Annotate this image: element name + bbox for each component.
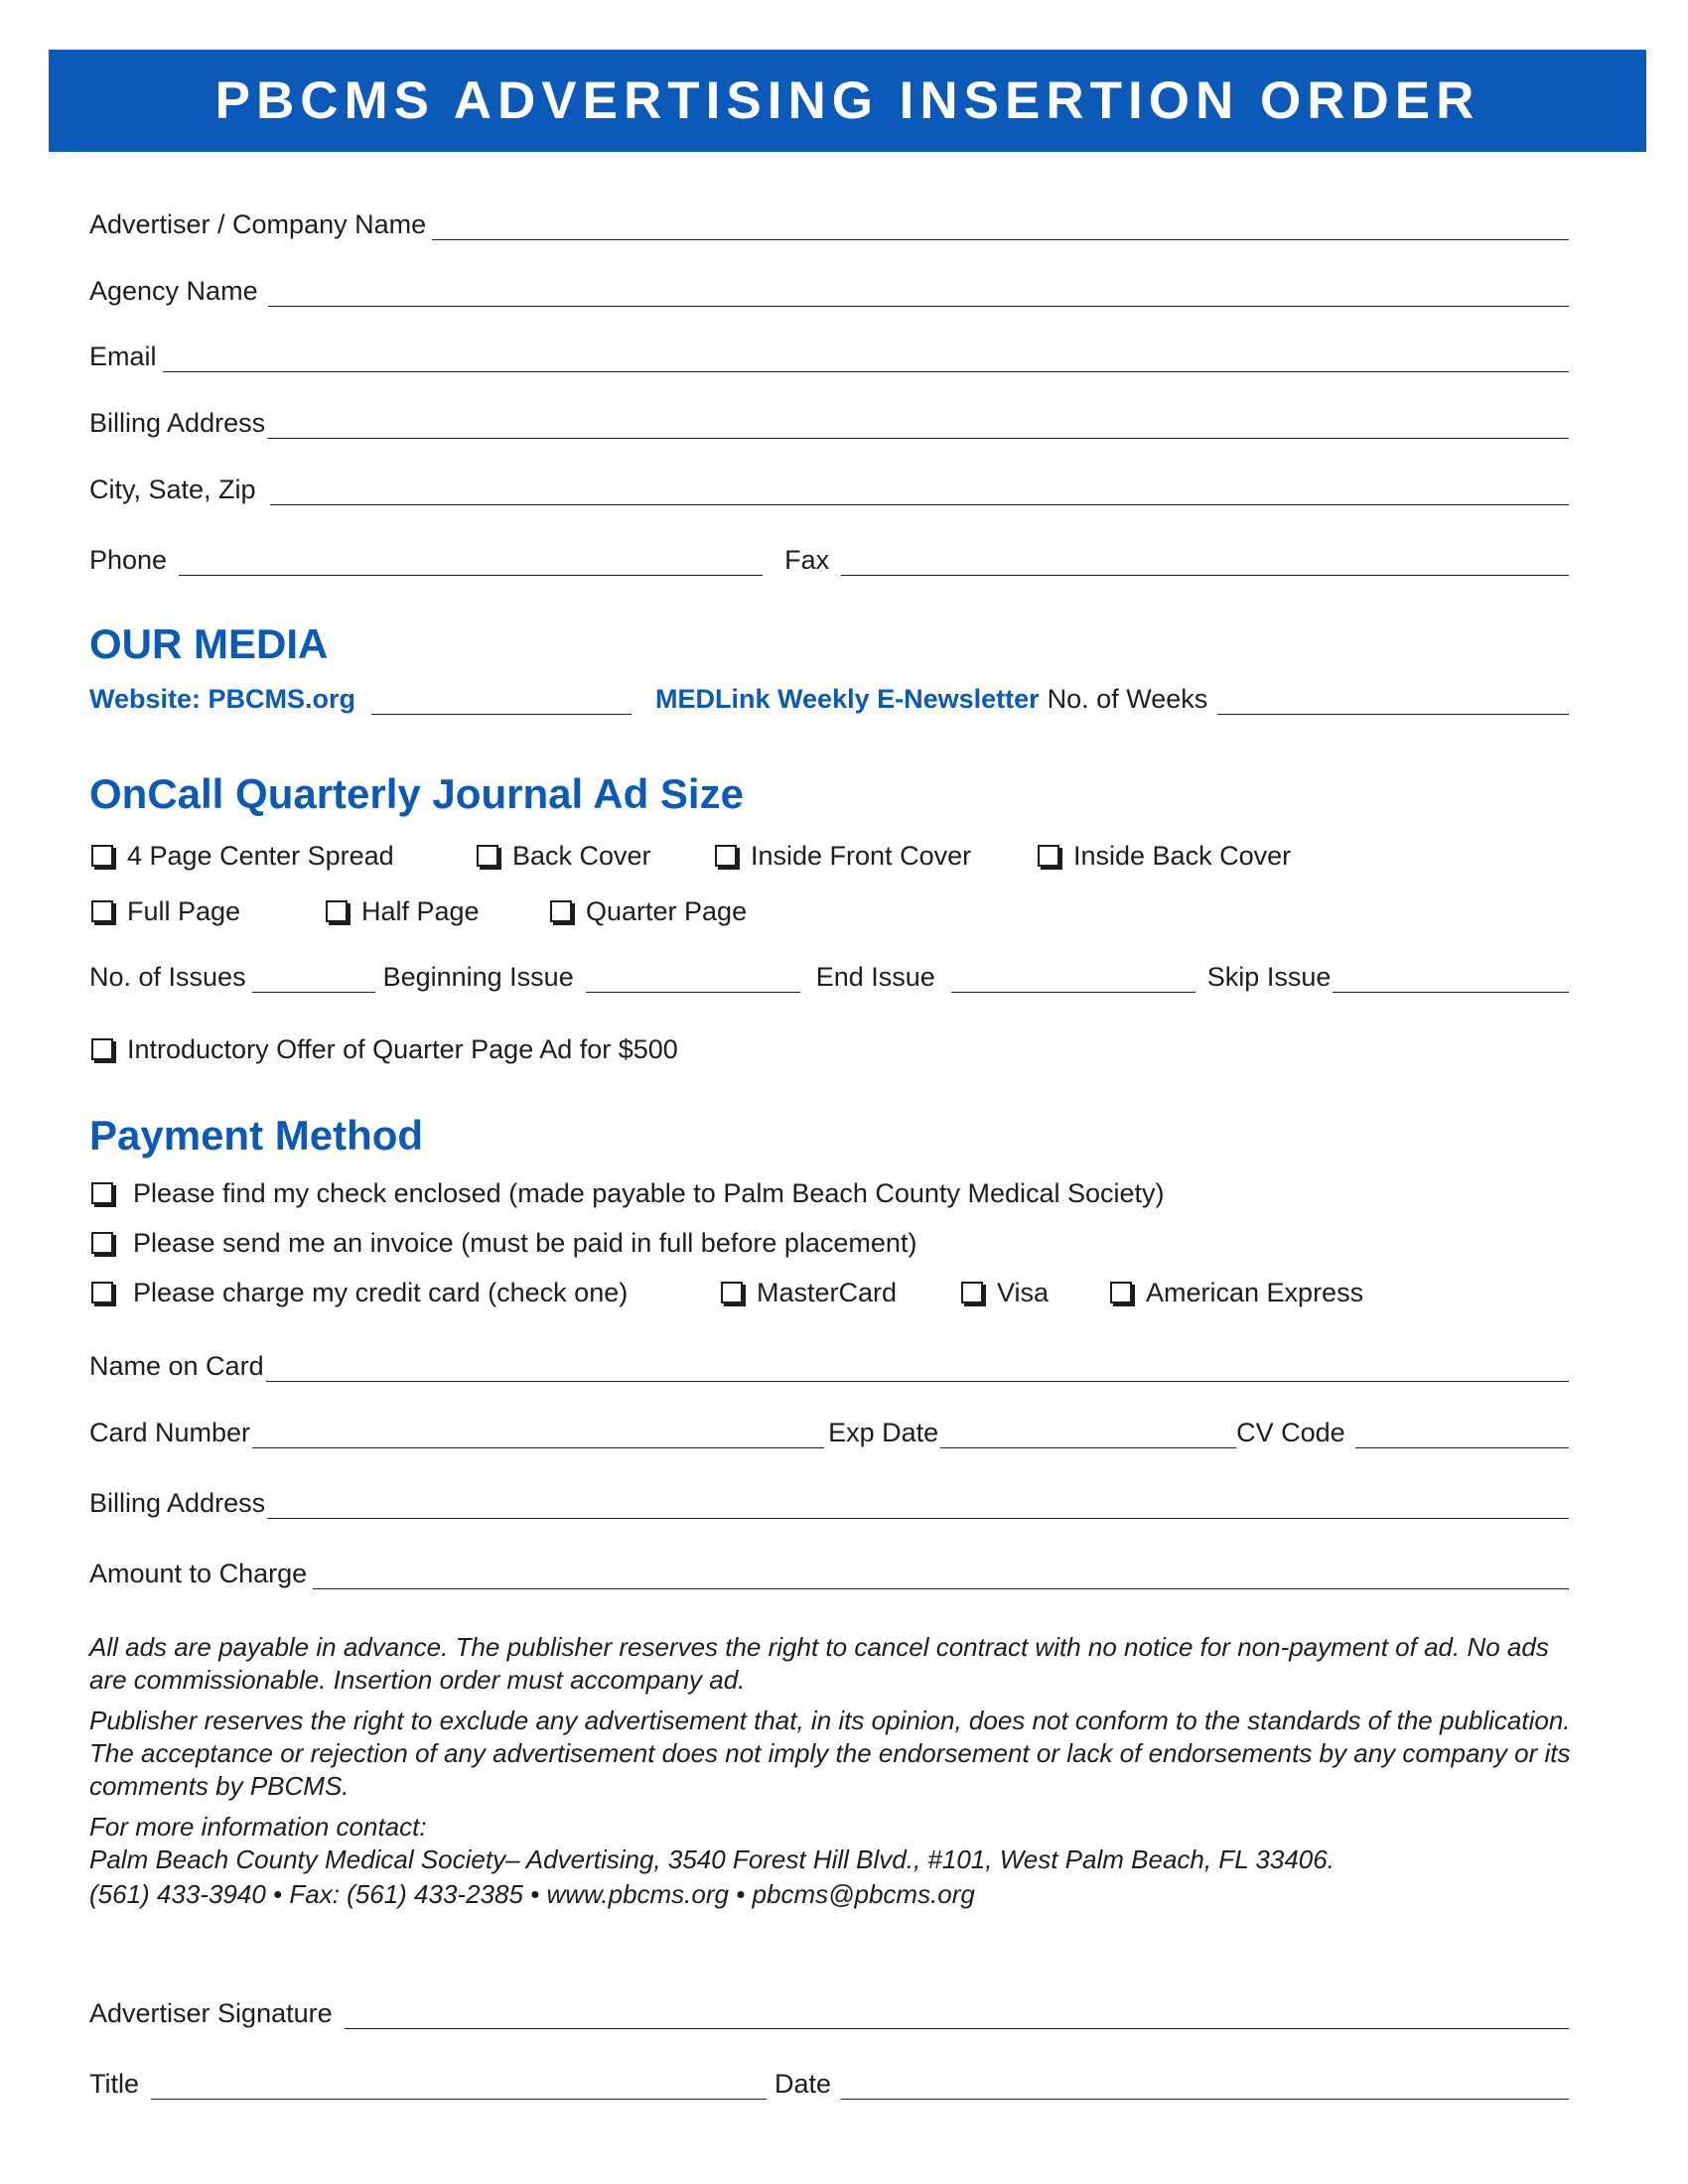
exp-date-field[interactable]: [940, 1422, 1236, 1448]
payment-billing-field[interactable]: [267, 1492, 1569, 1519]
issues-row: [89, 961, 1569, 993]
option-label: American Express: [1146, 1278, 1364, 1307]
checkbox[interactable]: [326, 900, 348, 922]
phone-field[interactable]: [179, 549, 763, 576]
fax-label: Fax: [784, 545, 830, 575]
option-label: Quarter Page: [586, 896, 748, 926]
checkbox[interactable]: [91, 1038, 113, 1060]
agency-field[interactable]: [268, 280, 1569, 307]
contact-heading: For more information contact:: [89, 1812, 427, 1842]
fax-field[interactable]: [841, 549, 1569, 576]
email-field[interactable]: [163, 345, 1569, 372]
terms-paragraph: All ads are payable in advance. The publisher reserves the right to cancel contract with no notice for non-payment of ad. No ads are commissionable. Insertion order must accompany ad.: [89, 1632, 1549, 1695]
journal-heading: OnCall Quarterly Journal Ad Size: [89, 770, 744, 817]
website-field[interactable]: [371, 688, 632, 715]
payment-credit[interactable]: [91, 1277, 628, 1308]
company-row: [89, 208, 1569, 240]
issues-label: No. of Issues: [89, 962, 246, 992]
option-label: Inside Front Cover: [751, 841, 972, 871]
card-number-label: Card Number: [89, 1418, 251, 1447]
phone-label: Phone: [89, 545, 168, 575]
checkbox[interactable]: [91, 900, 113, 922]
title-banner: [49, 50, 1646, 152]
option-label: MasterCard: [757, 1278, 898, 1307]
payment-billing-label: Billing Address: [89, 1488, 266, 1518]
skip-field[interactable]: [1333, 966, 1569, 993]
card-mastercard[interactable]: [721, 1277, 897, 1308]
weeks-field[interactable]: [1217, 688, 1569, 715]
cv-code-field[interactable]: [1355, 1422, 1569, 1448]
title-label: Title: [89, 2069, 140, 2099]
option-label: Inside Back Cover: [1073, 841, 1292, 871]
company-label: Advertiser / Company Name: [89, 209, 427, 239]
checkbox[interactable]: [1038, 845, 1059, 867]
option-label: Half Page: [361, 896, 480, 926]
cv-code-label: CV Code: [1236, 1418, 1345, 1447]
card-visa[interactable]: [961, 1277, 1049, 1308]
option-quarter-page[interactable]: [550, 895, 747, 927]
option-center-spread[interactable]: [91, 840, 394, 872]
begin-field[interactable]: [586, 966, 800, 993]
option-intro-offer[interactable]: [91, 1033, 678, 1065]
option-full-page[interactable]: [91, 895, 240, 927]
amount-field[interactable]: [313, 1563, 1569, 1589]
billing-row: [89, 407, 1569, 439]
checkbox[interactable]: [550, 900, 572, 922]
option-label: Please charge my credit card (check one): [133, 1278, 629, 1307]
option-label: Back Cover: [512, 841, 651, 871]
email-label: Email: [89, 341, 157, 371]
option-back-cover[interactable]: [477, 840, 651, 872]
checkbox[interactable]: [961, 1282, 983, 1303]
option-label: Introductory Offer of Quarter Page Ad for $500: [127, 1034, 678, 1064]
checkbox[interactable]: [91, 1182, 113, 1204]
skip-label: Skip Issue: [1206, 962, 1332, 992]
checkbox[interactable]: [91, 845, 113, 867]
option-label: Full Page: [127, 896, 241, 926]
agency-row: [89, 275, 1569, 307]
date-label: Date: [774, 2069, 832, 2099]
email-row: [89, 341, 1569, 372]
city-label: City, Sate, Zip: [89, 475, 256, 504]
date-field[interactable]: [841, 2073, 1569, 2100]
payment-billing-row: [89, 1487, 1569, 1519]
name-on-card-label: Name on Card: [89, 1351, 264, 1381]
option-label: 4 Page Center Spread: [127, 841, 394, 871]
exp-date-label: Exp Date: [828, 1418, 939, 1447]
agency-label: Agency Name: [89, 276, 258, 306]
weeks-label: No. of Weeks: [1047, 684, 1208, 714]
amount-row: [89, 1558, 1569, 1589]
title-field[interactable]: [151, 2073, 767, 2100]
option-inside-front-cover[interactable]: [715, 840, 971, 872]
signature-field[interactable]: [345, 2002, 1569, 2029]
option-label: Please send me an invoice (must be paid in full before placement): [133, 1228, 917, 1258]
option-label: Please find my check enclosed (made payable to Palm Beach County Medical Society): [133, 1178, 1165, 1208]
checkbox[interactable]: [91, 1282, 113, 1303]
company-field[interactable]: [432, 213, 1569, 240]
city-row: [89, 474, 1569, 505]
checkbox[interactable]: [477, 845, 498, 867]
payment-check[interactable]: [91, 1177, 1165, 1209]
signature-row: [89, 1997, 1569, 2029]
website-label: Website: PBCMS.org: [89, 684, 356, 714]
checkbox[interactable]: [1110, 1282, 1132, 1303]
payment-invoice[interactable]: [91, 1227, 916, 1259]
checkbox[interactable]: [715, 845, 737, 867]
signature-label: Advertiser Signature: [89, 1998, 333, 2028]
phone-fax-row: [89, 544, 1569, 576]
amount-label: Amount to Charge: [89, 1559, 308, 1588]
card-amex[interactable]: [1110, 1277, 1363, 1308]
end-label: End Issue: [815, 962, 935, 992]
city-field[interactable]: [270, 478, 1569, 505]
terms-paragraph: Publisher reserves the right to exclude any advertisement that, in its opinion, does not conform to the standards of the publication. The acceptance or rejection of any advertisement does not imply the endorsement or lack of endorsements by any company or its comments by PBCMS.: [89, 1706, 1571, 1801]
card-number-field[interactable]: [252, 1422, 824, 1448]
end-field[interactable]: [951, 966, 1196, 993]
name-on-card-row: [89, 1350, 1569, 1382]
contact-phone: (561) 433-3940 • Fax: (561) 433-2385 • www.pbcms.org • pbcms@pbcms.org: [89, 1879, 975, 1909]
checkbox[interactable]: [721, 1282, 743, 1303]
contact-address: Palm Beach County Medical Society– Advertising, 3540 Forest Hill Blvd., #101, West Palm Beach, FL 33406.: [89, 1844, 1335, 1874]
billing-field[interactable]: [267, 412, 1569, 439]
media-heading: OUR MEDIA: [89, 620, 329, 667]
checkbox[interactable]: [91, 1232, 113, 1254]
billing-label: Billing Address: [89, 408, 266, 438]
issues-field[interactable]: [252, 966, 375, 993]
terms-note: [89, 1631, 1589, 1911]
newsletter-label: MEDLink Weekly E-Newsletter: [655, 684, 1040, 714]
begin-label: Beginning Issue: [382, 962, 574, 992]
name-on-card-field[interactable]: [266, 1355, 1569, 1382]
page-title: PBCMS ADVERTISING INSERTION ORDER: [214, 71, 1480, 130]
option-label: Visa: [997, 1278, 1050, 1307]
media-row: [89, 683, 1569, 715]
card-number-row: [89, 1417, 1569, 1448]
option-inside-back-cover[interactable]: [1038, 840, 1291, 872]
title-date-row: [89, 2068, 1569, 2100]
option-half-page[interactable]: [326, 895, 480, 927]
payment-heading: Payment Method: [89, 1112, 424, 1159]
